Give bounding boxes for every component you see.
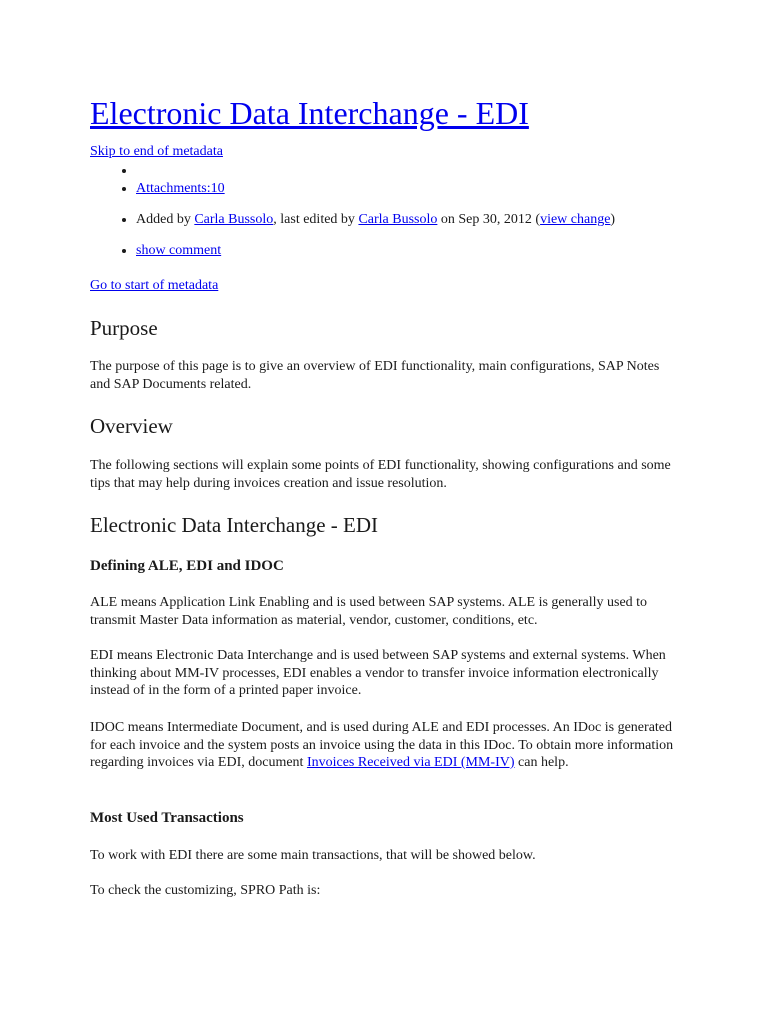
show-comment-link[interactable]: show comment [136, 243, 222, 258]
overview-text: The following sections will explain some points of EDI functionality, showing configurations and some tips that may help during invoices creation and issue resolution. [90, 458, 671, 491]
spro-path-text: To check the customizing, SPRO Path is: [90, 883, 321, 898]
go-to-start-link[interactable]: Go to start of metadata [90, 278, 219, 293]
page-title-link[interactable]: Electronic Data Interchange - EDI [90, 95, 529, 131]
defining-heading: Defining ALE, EDI and IDOC [90, 558, 284, 574]
overview-heading: Overview [90, 414, 173, 438]
view-change-link[interactable]: view change [540, 212, 611, 227]
skip-to-end-link[interactable]: Skip to end of metadata [90, 144, 223, 159]
author-link[interactable]: Carla Bussolo [194, 212, 274, 227]
list-item [136, 162, 678, 179]
attachments-link[interactable]: Attachments:10 [136, 181, 225, 196]
ale-paragraph: ALE means Application Link Enabling and is used between SAP systems. ALE is generally used to transmit Master Data information as material, vendor, customer, conditions, etc. [90, 595, 648, 628]
idoc-paragraph [90, 719, 678, 772]
metadata-list [90, 162, 678, 259]
edi-heading: Electronic Data Interchange - EDI [90, 513, 379, 537]
edited-by-label: , last edited by [273, 212, 359, 227]
purpose-text: The purpose of this page is to give an overview of EDI functionality, main configurations, SAP Notes and SAP Documents related. [90, 359, 660, 392]
edit-date: on Sep 30, 2012 ( [437, 212, 541, 227]
close-paren: ) [610, 212, 616, 227]
transactions-heading: Most Used Transactions [90, 810, 244, 826]
idoc-text-end: can help. [514, 755, 569, 770]
editor-link[interactable]: Carla Bussolo [358, 212, 438, 227]
transactions-intro: To work with EDI there are some main transactions, that will be showed below. [90, 848, 536, 863]
metadata-block [90, 162, 678, 259]
purpose-heading: Purpose [90, 316, 158, 340]
go-start-metadata [90, 277, 678, 295]
edi-paragraph: EDI means Electronic Data Interchange and is used between SAP systems and external systems. When thinking about MM-IV processes, EDI enables a vendor to transfer invoice information electronically instead of in the form of a printed paper invoice. [90, 648, 666, 698]
page-title[interactable] [90, 95, 529, 131]
idoc-text: IDOC means Intermediate Document, and is used during ALE and EDI processes. An IDoc is generated for each invoice and the system posts an invoice using the data in this IDoc. To obtain more information regarding invoices via EDI, document [90, 720, 674, 770]
invoices-edi-link[interactable]: Invoices Received via EDI (MM-IV) [306, 755, 515, 770]
skip-metadata [90, 143, 678, 161]
list-item [136, 242, 678, 259]
list-item [136, 211, 678, 228]
added-by-label: Added by [136, 212, 195, 227]
list-item [136, 180, 678, 197]
